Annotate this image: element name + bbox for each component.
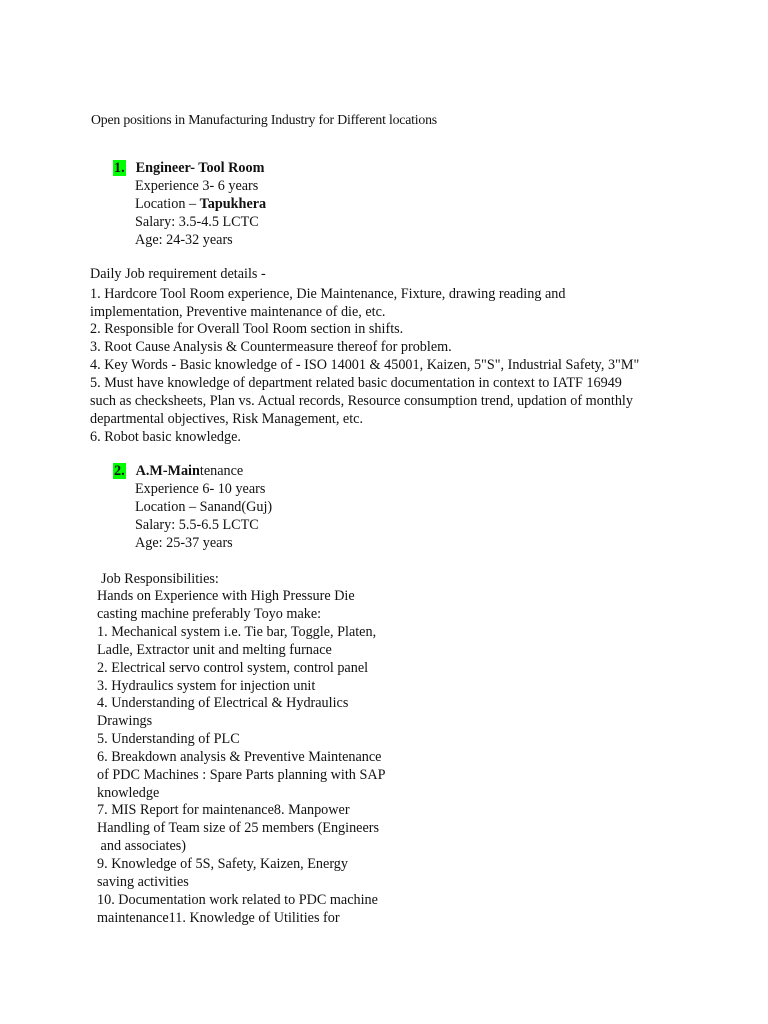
position-2-detail-line: 2. Electrical servo control system, control panel [97, 660, 369, 676]
position-2-experience: Experience 6- 10 years [135, 481, 266, 497]
position-2-detail-line: 10. Documentation work related to PDC machine [97, 892, 378, 908]
position-2-detail-line: Handling of Team size of 25 members (Engineers [97, 820, 380, 836]
position-2-heading [113, 462, 243, 480]
position-2-detail-line: Ladle, Extractor unit and melting furnace [97, 642, 332, 658]
position-2-detail-line: 9. Knowledge of 5S, Safety, Kaizen, Energy [97, 856, 348, 872]
position-1-salary: Salary: 3.5-4.5 LCTC [135, 214, 259, 230]
position-2-title-rest: tenance [199, 463, 244, 479]
position-2-detail-line: casting machine preferably Toyo make: [97, 606, 322, 622]
position-2-detail-line: Hands on Experience with High Pressure Die [97, 588, 355, 604]
position-1-location [135, 195, 266, 213]
position-2-age: Age: 25-37 years [135, 535, 233, 551]
position-1-detail-line: 3. Root Cause Analysis & Countermeasure thereof for problem. [90, 339, 452, 355]
position-2-detail-line: 7. MIS Report for maintenance8. Manpower [97, 802, 350, 818]
position-1-detail-line: implementation, Preventive maintenance of die, etc. [90, 304, 386, 320]
position-1-detail-line: 5. Must have knowledge of department related basic documentation in context to IATF 16949 [90, 375, 622, 391]
position-2-detail-line: Drawings [97, 713, 153, 729]
position-1-location-name: Tapukhera [199, 196, 267, 212]
position-1-detail-line: 1. Hardcore Tool Room experience, Die Maintenance, Fixture, drawing reading and [90, 286, 566, 302]
position-2-title-bold: A.M-Main [135, 463, 200, 479]
position-1-number: 1. [114, 160, 125, 176]
position-2-detail-line: 3. Hydraulics system for injection unit [97, 678, 316, 694]
position-2-salary: Salary: 5.5-6.5 LCTC [135, 517, 259, 533]
position-1-age: Age: 24-32 years [135, 232, 233, 248]
position-1-detail-line: such as checksheets, Plan vs. Actual records, Resource consumption trend, updation of monthly [90, 393, 633, 409]
position-1-details-heading: Daily Job requirement details - [90, 266, 266, 282]
position-1-experience: Experience 3- 6 years [135, 178, 259, 194]
position-1-heading [113, 159, 264, 177]
position-2-detail-line: maintenance11. Knowledge of Utilities for [97, 910, 340, 926]
position-2-detail-line: 6. Breakdown analysis & Preventive Maintenance [97, 749, 382, 765]
position-1-detail-line: 6. Robot basic knowledge. [90, 429, 241, 445]
position-2-location: Location – Sanand(Guj) [135, 499, 273, 515]
position-2-detail-line: 4. Understanding of Electrical & Hydraulics [97, 695, 349, 711]
position-1-detail-line: 4. Key Words - Basic knowledge of - ISO 14001 & 45001, Kaizen, 5"S", Industrial Safety, 3"M" [90, 357, 640, 373]
position-2-detail-line: knowledge [97, 785, 160, 801]
position-1-detail-line: departmental objectives, Risk Management, etc. [90, 411, 364, 427]
position-2-number: 2. [114, 463, 125, 479]
position-1-location-prefix: Location – [135, 196, 200, 212]
position-1-title: Engineer- Tool Room [135, 160, 265, 176]
position-2-detail-line: of PDC Machines : Spare Parts planning with SAP [97, 767, 386, 783]
position-2-detail-line: 5. Understanding of PLC [97, 731, 240, 747]
position-2-detail-line: saving activities [97, 874, 189, 890]
document-title: Open positions in Manufacturing Industry for Different locations [91, 112, 437, 127]
position-2-detail-line: 1. Mechanical system i.e. Tie bar, Toggle, Platen, [97, 624, 377, 640]
position-2-detail-line: and associates) [97, 838, 187, 854]
position-1-detail-line: 2. Responsible for Overall Tool Room section in shifts. [90, 321, 404, 337]
position-2-details-heading: Job Responsibilities: [101, 571, 219, 587]
